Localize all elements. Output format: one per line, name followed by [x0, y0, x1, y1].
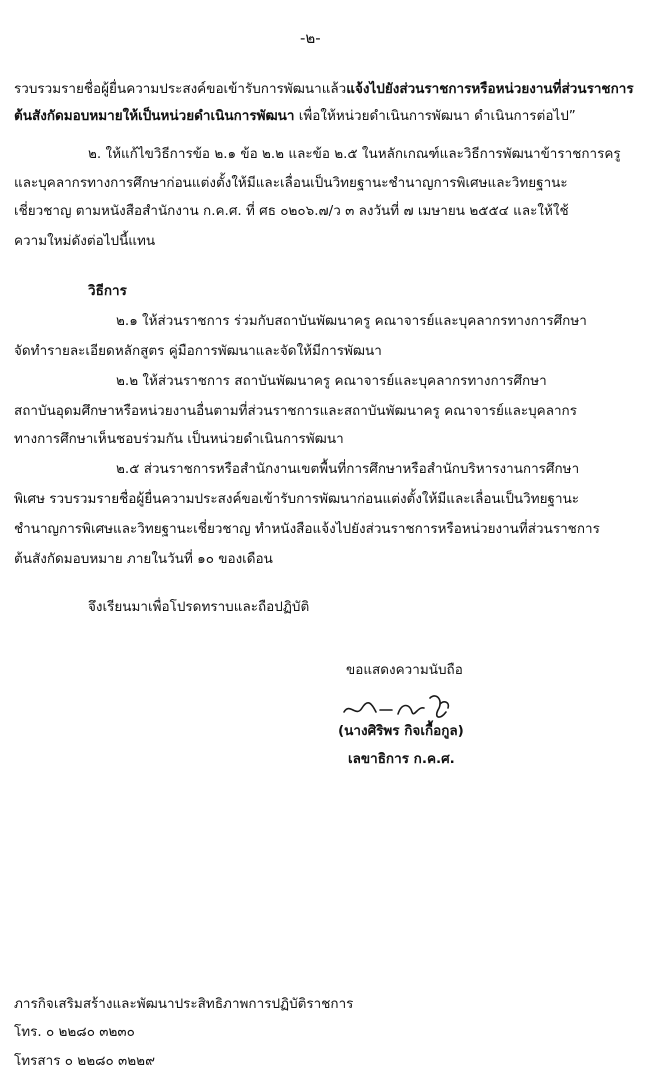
page-number: -๒-	[300, 29, 321, 47]
intro-line-2-normal: เพื่อให้หน่วยดำเนินการพัฒนา ดำเนินการต่อไป”	[294, 108, 576, 124]
handwritten-signature	[340, 690, 460, 724]
signatory-name: (นางศิริพร กิจเกื้อกูล)	[338, 723, 464, 739]
intro-line-2	[14, 107, 576, 125]
intro-line-1	[14, 80, 634, 98]
item-2-line-2: และบุคลากรทางการศึกษาก่อนแต่งตั้งให้มีและเลื่อนเป็นวิทยฐานะชำนาญการพิเศษและวิทยฐานะ	[14, 175, 568, 191]
item-2-line-1: ๒. ให้แก้ไขวิธีการข้อ ๒.๑ ข้อ ๒.๒ และข้อ ๒.๕ ในหลักเกณฑ์และวิธีการพัฒนาข้าราชการครู	[88, 146, 621, 162]
respect-phrase: ขอแสดงความนับถือ	[346, 662, 463, 678]
method-2-5-line-4: ต้นสังกัดมอบหมาย ภายในวันที่ ๑๐ ของเดือน	[14, 551, 273, 567]
method-2-1-line-1: ๒.๑ ให้ส่วนราชการ ร่วมกับสถาบันพัฒนาครู คณาจารย์และบุคลากรทางการศึกษา	[116, 313, 587, 329]
section-heading: วิธีการ	[88, 283, 127, 299]
item-2-line-3: เชี่ยวชาญ ตามหนังสือสำนักงาน ก.ค.ศ. ที่ ศธ ๐๒๐๖.๗/ว ๓ ลงวันที่ ๗ เมษายน ๒๕๕๔ และให้ใช้	[14, 203, 569, 219]
method-2-2-line-3: ทางการศึกษาเห็นชอบร่วมกัน เป็นหน่วยดำเนินการพัฒนา	[14, 431, 344, 447]
signatory-position: เลขาธิการ ก.ค.ศ.	[348, 751, 455, 767]
method-2-1-line-2: จัดทำรายละเอียดหลักสูตร คู่มือการพัฒนาและจัดให้มีการพัฒนา	[14, 343, 382, 359]
intro-line-2-bold: ต้นสังกัดมอบหมายให้เป็นหน่วยดำเนินการพัฒนา	[14, 108, 295, 124]
intro-line-1-bold: แจ้งไปยังส่วนราชการหรือหน่วยงานที่ส่วนราชการ	[346, 81, 634, 97]
footer-department: ภารกิจเสริมสร้างและพัฒนาประสิทธิภาพการปฏิบัติราชการ	[14, 996, 354, 1012]
intro-line-1-normal: รวบรวมรายชื่อผู้ยื่นความประสงค์ขอเข้ารับการพัฒนาแล้ว	[14, 81, 347, 97]
method-2-2-line-1: ๒.๒ ให้ส่วนราชการ สถาบันพัฒนาครู คณาจารย์และบุคลากรทางการศึกษา	[116, 373, 547, 389]
item-2-line-4: ความใหม่ดังต่อไปนี้แทน	[14, 233, 156, 249]
method-2-5-line-3: ชำนาญการพิเศษและวิทยฐานะเชี่ยวชาญ ทำหนังสือแจ้งไปยังส่วนราชการหรือหน่วยงานที่ส่วนราชการ	[14, 521, 600, 537]
closing-statement: จึงเรียนมาเพื่อโปรดทราบและถือปฏิบัติ	[88, 599, 310, 615]
footer-phone: โทร. ๐ ๒๒๘๐ ๓๒๓๐	[14, 1024, 135, 1040]
method-2-5-line-1: ๒.๕ ส่วนราชการหรือสำนักงานเขตพื้นที่การศึกษาหรือสำนักบริหารงานการศึกษา	[116, 461, 580, 477]
method-2-2-line-2: สถาบันอุดมศึกษาหรือหน่วยงานอื่นตามที่ส่วนราชการและสถาบันพัฒนาครู คณาจารย์และบุคลากร	[14, 403, 577, 419]
footer-fax: โทรสาร ๐ ๒๒๘๐ ๓๒๒๙	[14, 1053, 155, 1069]
method-2-5-line-2: พิเศษ รวบรวมรายชื่อผู้ยื่นความประสงค์ขอเข้ารับการพัฒนาก่อนแต่งตั้งให้มีและเลื่อนเป็นวิทยฐานะ	[14, 491, 580, 507]
